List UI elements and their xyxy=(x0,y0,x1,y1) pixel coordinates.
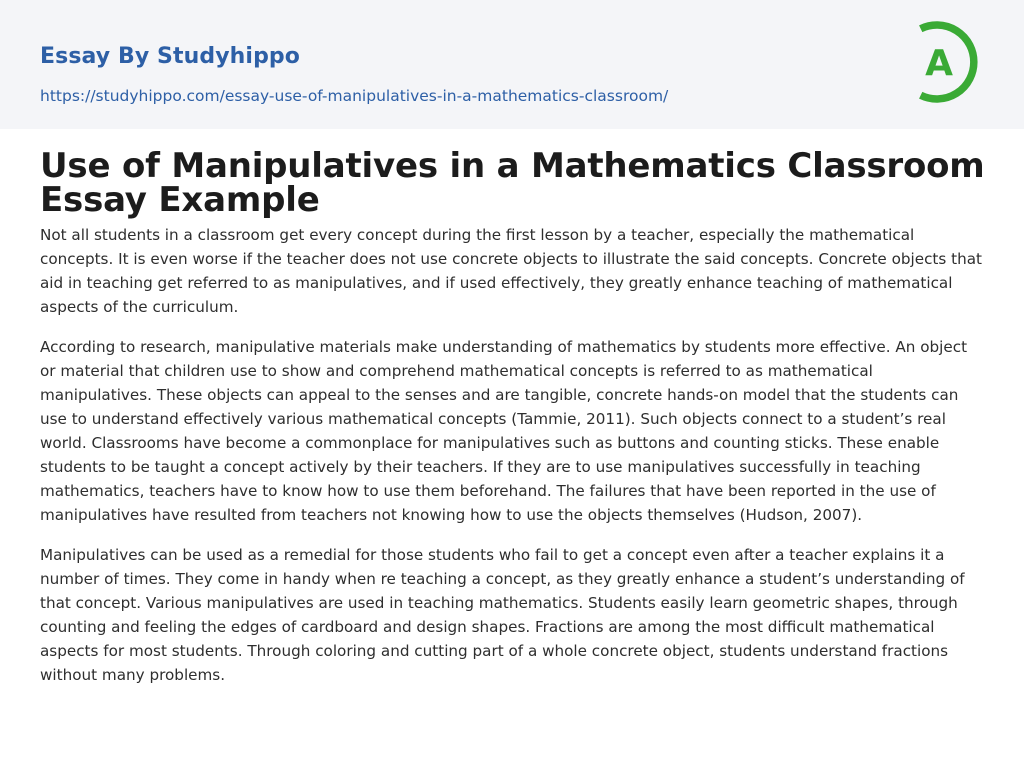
studyhippo-logo[interactable] xyxy=(912,18,986,106)
page-url-link[interactable]: https://studyhippo.com/essay-use-of-manipulatives-in-a-mathematics-classroom/ xyxy=(40,87,669,105)
article xyxy=(0,129,1024,687)
essay-paragraph-2: According to research, manipulative materials make understanding of mathematics by students more effective. An object or material that children use to show and comprehend mathematical concepts is referred to as mathematical manipulatives. These objects can appeal to the senses and are tangible, concrete hands-on model that the students can use to understand effectively various mathematical concepts (Tammie, 2011). Such objects connect to a student’s real world. Classrooms have become a commonplace for manipulatives such as buttons and counting sticks. These enable students to be taught a concept actively by their teachers. If they are to use manipulatives successfully in teaching mathematics, teachers have to know how to use them beforehand. The failures that have been reported in the use of manipulatives have resulted from teachers not knowing how to use the objects themselves (Hudson, 2007). xyxy=(40,338,968,524)
essay-paragraph-3: Manipulatives can be used as a remedial for those students who fail to get a concept even after a teacher explains it a number of times. They come in handy when re teaching a concept, as they greatly enhance a student’s understanding of that concept. Various manipulatives are used in teaching mathematics. Students easily learn geometric shapes, through counting and feeling the edges of cardboard and design shapes. Fractions are among the most difficult mathematical aspects for most students. Through coloring and cutting part of a whole concrete object, students understand fractions without many problems. xyxy=(40,546,965,684)
essay-paragraph-1: Not all students in a classroom get every concept during the first lesson by a teacher, especially the mathematical concepts. It is even worse if the teacher does not use concrete objects to illustrate the said concepts. Concrete objects that aid in teaching get referred to as manipulatives, and if used effectively, they greatly enhance teaching of mathematical aspects of the curriculum. xyxy=(40,226,982,316)
site-header xyxy=(0,0,1024,129)
site-title[interactable]: Essay By Studyhippo xyxy=(40,44,300,69)
logo-letter: A xyxy=(925,43,953,84)
logo-icon xyxy=(912,18,986,106)
page-title: Use of Manipulatives in a Mathematics Classroom Essay Example xyxy=(40,146,985,220)
